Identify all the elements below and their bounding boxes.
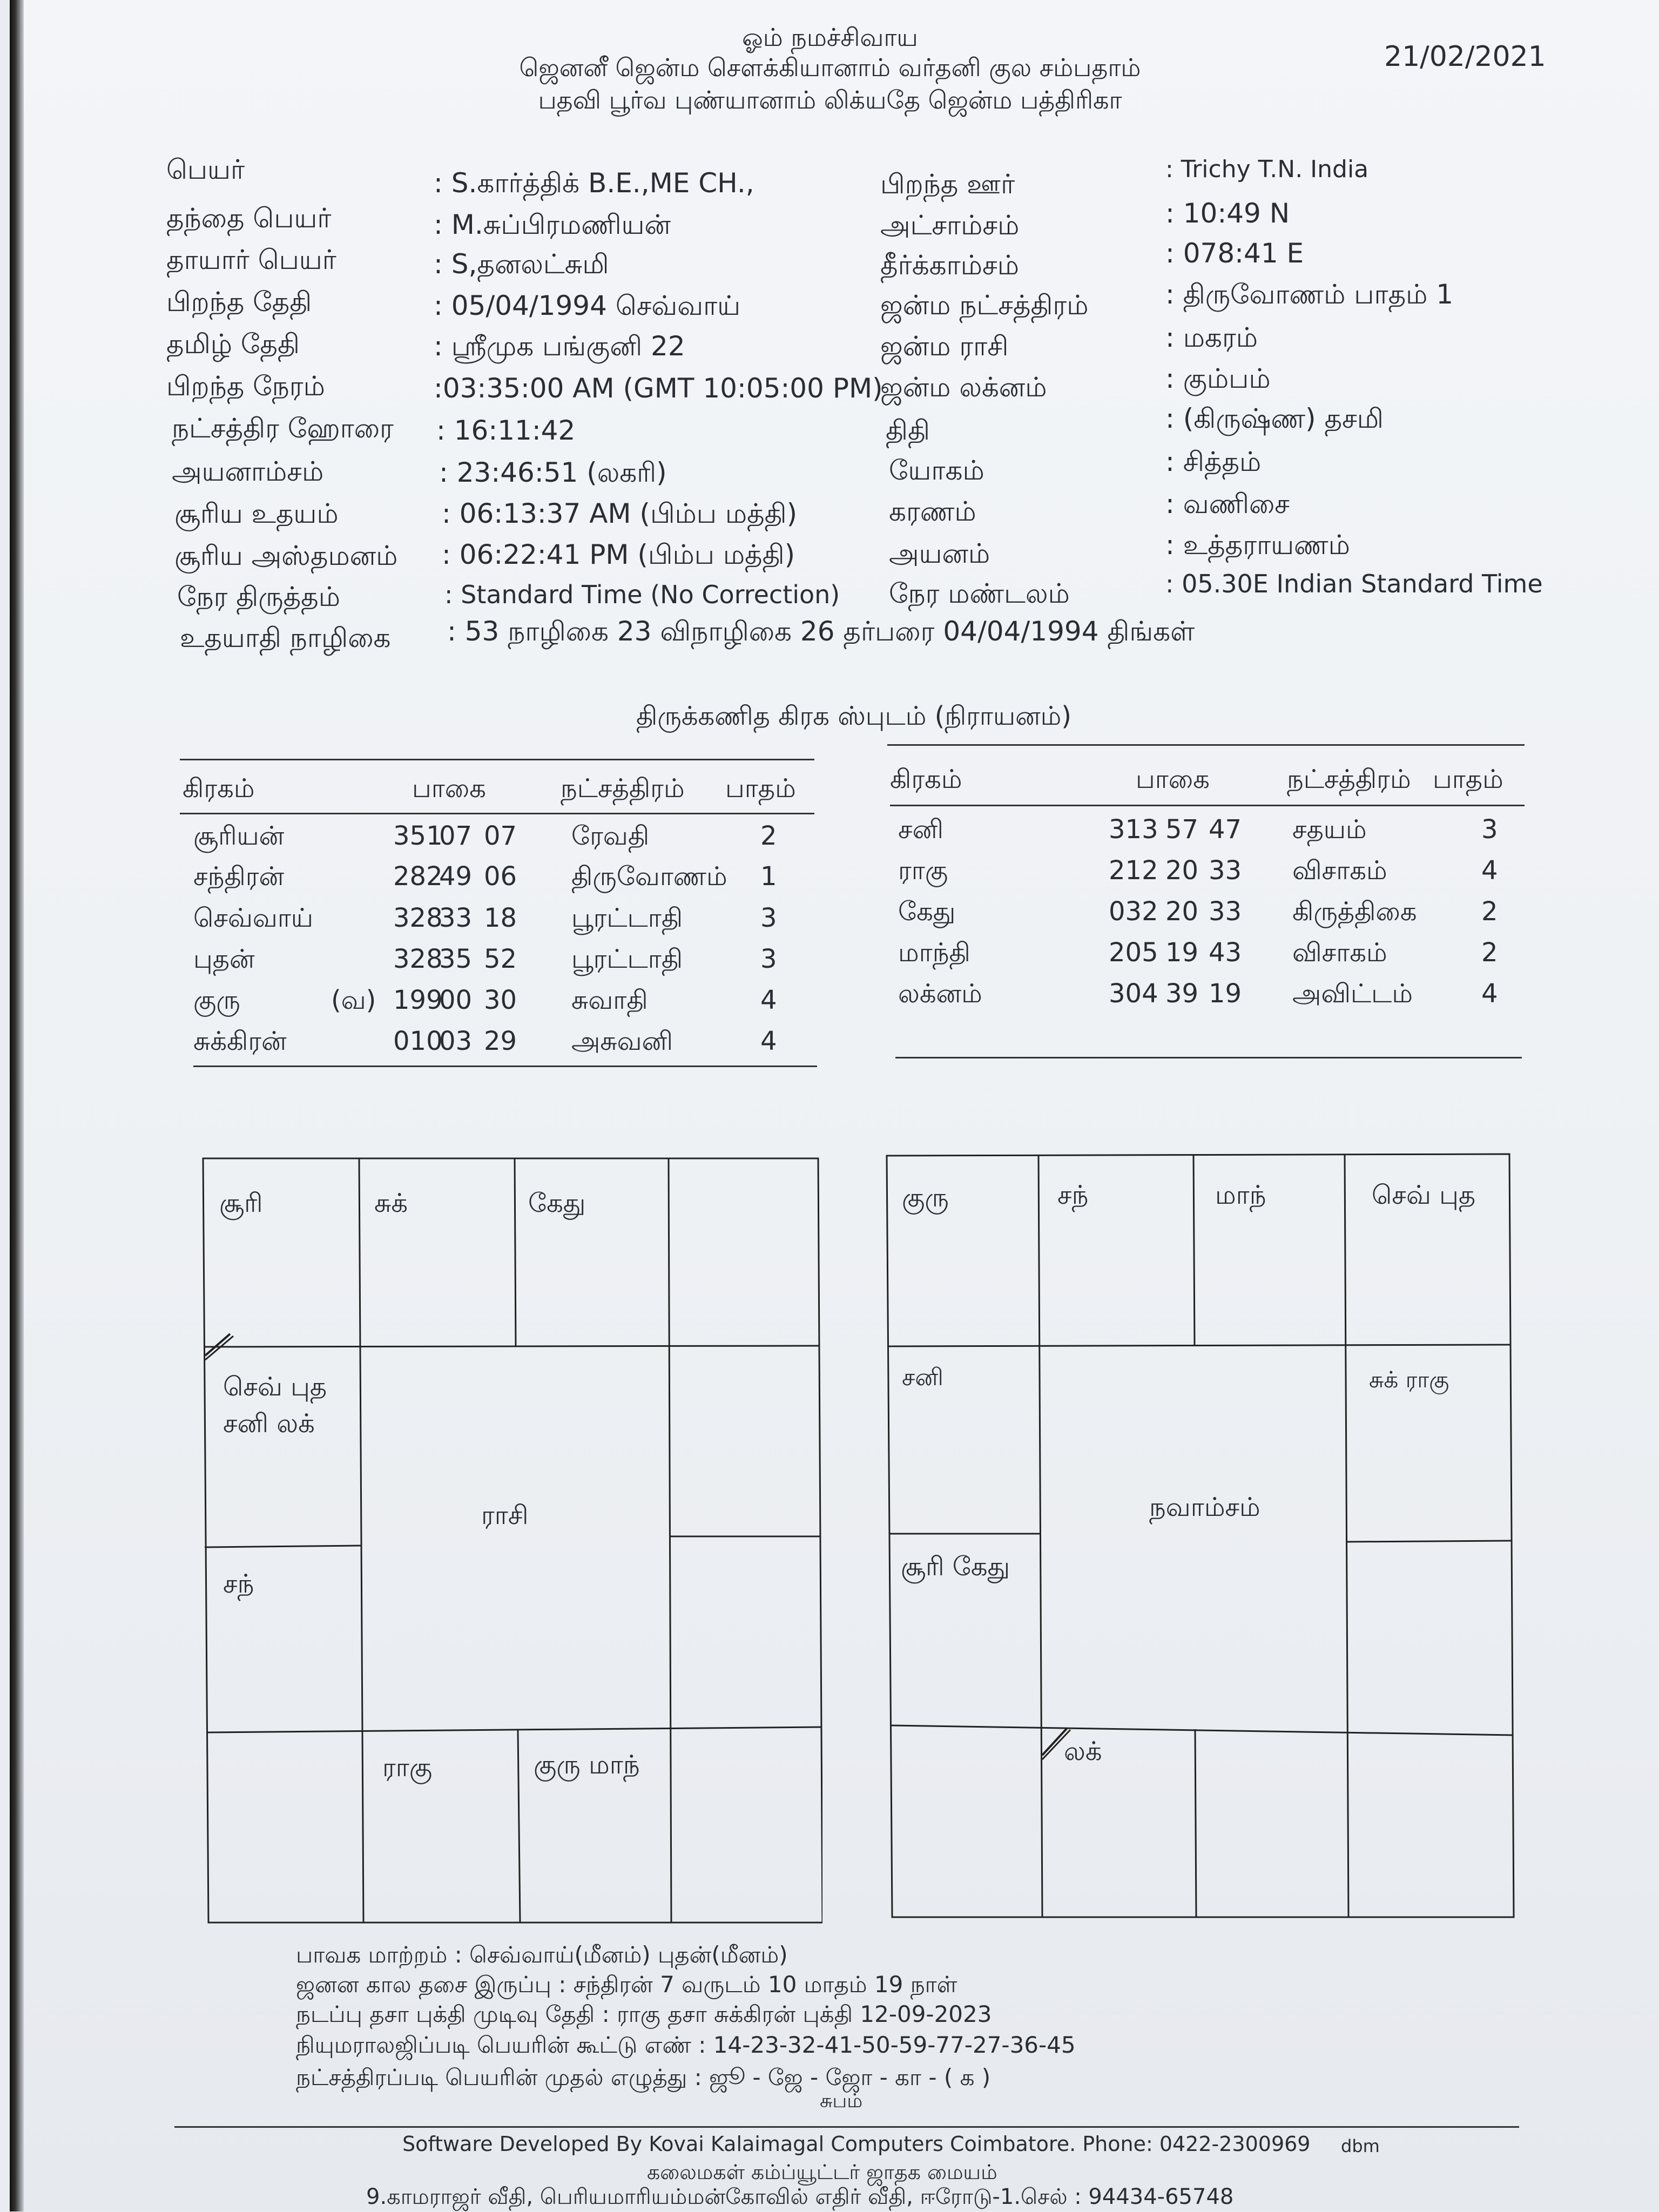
value-father: : M.சுப்பிரமணியன் bbox=[434, 209, 671, 240]
graha-d: 351 bbox=[393, 821, 443, 851]
footer-tag: dbm bbox=[1341, 2136, 1380, 2156]
value-birth-place: : Trichy T.N. India bbox=[1165, 156, 1369, 183]
graha-s: 29 bbox=[484, 1026, 517, 1056]
label-janma-star: ஜன்ம நட்சத்திரம் bbox=[880, 289, 1089, 321]
graha-star: அவிட்டம் bbox=[1292, 979, 1413, 1009]
graha-d: 010 bbox=[393, 1026, 443, 1056]
graha-m: 20 bbox=[1165, 896, 1199, 927]
graha-s: 07 bbox=[484, 821, 517, 851]
label-yogam: யோகம் bbox=[889, 455, 984, 486]
graha-star: அசுவனி bbox=[571, 1026, 673, 1056]
rasi-house-pisces: சூரி bbox=[219, 1188, 263, 1218]
label-mother: தாயார் பெயர் bbox=[166, 244, 336, 275]
value-tamil-date: : ஸ்ரீமுக பங்குனி 22 bbox=[434, 331, 685, 362]
graha-s: 06 bbox=[484, 861, 517, 892]
navamsa-chart-title: நவாம்சம் bbox=[1149, 1492, 1260, 1522]
graha-d: 313 bbox=[1109, 814, 1158, 845]
label-karanam: கரணம் bbox=[889, 496, 976, 527]
graha-pada: 3 bbox=[1481, 814, 1498, 845]
label-name: பெயர் bbox=[166, 154, 245, 185]
label-father: தந்தை பெயர் bbox=[166, 203, 332, 234]
graha-m: 33 bbox=[439, 903, 473, 933]
label-janma-lagna: ஜன்ம லக்னம் bbox=[880, 372, 1047, 403]
navamsa-house-aries: சந் bbox=[1057, 1180, 1089, 1210]
value-karanam: : வணிசை bbox=[1165, 488, 1290, 520]
graha-s: 52 bbox=[484, 944, 517, 974]
value-time-zone: : 05.30E Indian Standard Time bbox=[1165, 569, 1543, 598]
label-dob: பிறந்த தேதி bbox=[166, 286, 312, 318]
graha-planet: சுக்கிரன் bbox=[193, 1026, 287, 1056]
col-header-planet: கிரகம் bbox=[183, 773, 255, 804]
label-thithi: திதி bbox=[886, 415, 930, 446]
value-janma-lagna: : கும்பம் bbox=[1165, 363, 1271, 394]
value-time-correction: : Standard Time (No Correction) bbox=[444, 580, 840, 609]
navamsa-chart bbox=[886, 1153, 1518, 1923]
col-header-star: நட்சத்திரம் bbox=[561, 773, 685, 804]
graha-m: 03 bbox=[439, 1026, 473, 1056]
rasi-chart-title: ராசி bbox=[481, 1500, 529, 1530]
navamsa-house-scorpio: லக் bbox=[1064, 1736, 1102, 1766]
label-tamil-date: தமிழ் தேதி bbox=[166, 328, 300, 360]
rasi-chart bbox=[193, 1156, 822, 1925]
summary-dasa-balance: ஜனன கால தசை இருப்பு : சந்திரன் 7 வருடம் 10 மாதம் 19 நாள் bbox=[296, 1971, 957, 1998]
footer-center-name: கலைமகள் கம்ப்யூட்டர் ஜாதக மையம் bbox=[647, 2160, 997, 2184]
graha-planet: லக்னம் bbox=[898, 979, 982, 1009]
col-header-planet: கிரகம் bbox=[890, 764, 962, 794]
header-verse-1: ஜெனனீ ஜென்ம சௌக்கியானாம் வர்தனி குல சம்பதாம் bbox=[519, 53, 1141, 82]
rasi-grid bbox=[193, 1156, 822, 1925]
graha-d: 304 bbox=[1109, 979, 1158, 1009]
label-ayanamsa: அயனாம்சம் bbox=[172, 456, 324, 487]
label-time-correction: நேர திருத்தம் bbox=[177, 581, 340, 612]
graha-m: 49 bbox=[439, 861, 473, 892]
graha-pada: 4 bbox=[760, 1026, 777, 1056]
footer-software-credit: Software Developed By Kovai Kalaimagal Computers Coimbatore. Phone: 0422-2300969 bbox=[402, 2132, 1311, 2156]
label-janma-rasi: ஜன்ம ராசி bbox=[880, 331, 1009, 362]
value-name: : S.கார்த்திக் B.E.,ME CH., bbox=[434, 167, 754, 199]
header-invocation: ஓம் நமச்சிவாய bbox=[742, 23, 918, 52]
graha-star: ரேவதி bbox=[571, 821, 650, 851]
value-janma-star: : திருவோணம் பாதம் 1 bbox=[1165, 279, 1454, 310]
rasi-house-taurus: கேது bbox=[528, 1188, 586, 1218]
label-ayanam: அயனம் bbox=[889, 538, 990, 569]
graha-star: கிருத்திகை bbox=[1292, 896, 1417, 927]
value-udayathi: : 53 நாழிகை 23 விநாழிகை 26 தர்பரை 04/04/1994 திங்கள் bbox=[447, 616, 1195, 647]
graha-planet: சந்திரன் bbox=[193, 861, 285, 892]
label-time-zone: நேர மண்டலம் bbox=[889, 578, 1070, 609]
graha-d: 282 bbox=[393, 861, 443, 892]
graha-star: திருவோணம் bbox=[571, 861, 727, 892]
col-header-degree: பாகை bbox=[412, 773, 486, 804]
navamsa-grid bbox=[886, 1153, 1518, 1923]
value-star-hora: : 16:11:42 bbox=[436, 415, 576, 446]
graha-s: 19 bbox=[1209, 979, 1242, 1009]
navamsa-house-cancer: சுக் ராகு bbox=[1369, 1366, 1449, 1393]
summary-numerology: நியுமராலஜிப்படி பெயரின் கூட்டு எண் : 14-23-32-41-50-59-77-27-36-45 bbox=[296, 2032, 1076, 2058]
graha-pada: 2 bbox=[1481, 896, 1498, 927]
table-rule bbox=[890, 805, 1525, 806]
graha-m: 07 bbox=[439, 821, 473, 851]
label-star-hora: நட்சத்திர ஹோரை bbox=[172, 413, 394, 444]
navamsa-house-gemini: செவ் புத bbox=[1372, 1180, 1476, 1210]
value-ayanam: : உத்தராயணம் bbox=[1165, 529, 1350, 561]
label-longitude: தீர்க்காம்சம் bbox=[880, 249, 1019, 281]
navamsa-house-pisces: குரு bbox=[902, 1183, 949, 1213]
graha-star: விசாகம் bbox=[1292, 938, 1387, 968]
header-verse-2: பதவி பூர்வ புண்யானாம் லிக்யதே ஜென்ம பத்திரிகா bbox=[538, 85, 1122, 114]
graha-planet: மாந்தி bbox=[898, 938, 970, 968]
graha-m: 20 bbox=[1165, 855, 1199, 886]
rasi-house-scorpio: ராகு bbox=[382, 1752, 433, 1783]
graha-s: 33 bbox=[1209, 896, 1242, 927]
graha-planet: ராகு bbox=[898, 855, 948, 886]
rasi-house-aquarius-line2: சனி லக் bbox=[223, 1408, 315, 1439]
graha-planet: புதன் bbox=[193, 944, 255, 974]
graha-planet: குரு bbox=[193, 985, 240, 1015]
graha-s: 47 bbox=[1209, 814, 1242, 845]
graha-d: 032 bbox=[1109, 896, 1158, 927]
table-rule bbox=[180, 759, 814, 760]
rasi-house-aries: சுக் bbox=[374, 1188, 408, 1218]
label-latitude: அட்சாம்சம் bbox=[880, 210, 1020, 241]
navamsa-house-taurus: மாந் bbox=[1215, 1180, 1266, 1210]
value-yogam: : சித்தம் bbox=[1165, 446, 1262, 477]
graha-pada: 1 bbox=[760, 861, 777, 892]
graha-d: 328 bbox=[393, 903, 443, 933]
summary-bhava-change: பாவக மாற்றம் : செவ்வாய்(மீனம்) புதன்(மீனம்) bbox=[296, 1941, 788, 1968]
graha-planet: சூரியன் bbox=[193, 821, 285, 851]
rasi-house-aquarius-line1: செவ் புத bbox=[223, 1372, 327, 1402]
rasi-house-capricorn: சந் bbox=[223, 1569, 254, 1599]
graha-s: 18 bbox=[484, 903, 517, 933]
value-mother: : S,தனலட்சுமி bbox=[434, 248, 609, 280]
graha-m: 00 bbox=[439, 985, 473, 1015]
summary-current-dasa: நடப்பு தசா புக்தி முடிவு தேதி : ராகு தசா சுக்கிரன் புக்தி 12-09-2023 bbox=[296, 2001, 992, 2027]
graha-pada: 2 bbox=[760, 821, 777, 851]
print-date: 21/02/2021 bbox=[1384, 41, 1546, 73]
label-birth-place: பிறந்த ஊர் bbox=[880, 168, 1015, 200]
horoscope-sheet bbox=[10, 0, 1659, 2211]
graha-table-title: திருக்கணித கிரக ஸ்புடம் (நிராயனம்) bbox=[636, 701, 1071, 731]
graha-planet: சனி bbox=[898, 814, 943, 845]
value-sunset: : 06:22:41 PM (பிம்ப மத்தி) bbox=[442, 539, 795, 570]
graha-star: விசாகம் bbox=[1292, 855, 1387, 886]
graha-m: 19 bbox=[1165, 938, 1199, 968]
table-rule bbox=[193, 1065, 817, 1067]
graha-star: பூரட்டாதி bbox=[571, 903, 683, 933]
label-udayathi: உதயாதி நாழிகை bbox=[180, 622, 391, 653]
label-sunset: சூரிய அஸ்தமனம் bbox=[174, 540, 398, 571]
value-janma-rasi: : மகரம் bbox=[1165, 322, 1258, 353]
paper-fold-shadow bbox=[10, 0, 24, 2211]
graha-retro: (வ) bbox=[331, 985, 376, 1015]
label-birth-time: பிறந்த நேரம் bbox=[166, 370, 325, 402]
value-birth-time: :03:35:00 AM (GMT 10:05:00 PM) bbox=[434, 373, 883, 404]
graha-s: 30 bbox=[484, 985, 517, 1015]
footer-rule bbox=[174, 2126, 1519, 2128]
graha-m: 57 bbox=[1165, 814, 1199, 845]
table-rule bbox=[895, 1057, 1522, 1058]
summary-name-letters: நட்சத்திரப்படி பெயரின் முதல் எழுத்து : ஜூ - ஜே - ஜோ - கா - ( க ) bbox=[296, 2064, 991, 2090]
graha-d: 212 bbox=[1109, 855, 1158, 886]
graha-s: 33 bbox=[1209, 855, 1242, 886]
graha-pada: 4 bbox=[760, 985, 777, 1015]
value-longitude: : 078:41 E bbox=[1165, 238, 1304, 269]
graha-star: சுவாதி bbox=[571, 985, 648, 1015]
graha-d: 205 bbox=[1109, 938, 1158, 968]
graha-star: சதயம் bbox=[1292, 814, 1367, 845]
graha-planet: கேது bbox=[898, 896, 956, 927]
graha-d: 328 bbox=[393, 944, 443, 974]
graha-pada: 4 bbox=[1481, 855, 1498, 886]
value-thithi: : (கிருஷ்ண) தசமி bbox=[1165, 403, 1384, 434]
graha-pada: 3 bbox=[760, 944, 777, 974]
value-latitude: : 10:49 N bbox=[1165, 198, 1290, 229]
graha-d: 199 bbox=[393, 985, 443, 1015]
summary-subham: சுபம் bbox=[820, 2090, 863, 2112]
graha-s: 43 bbox=[1209, 938, 1242, 968]
footer-address: 9.காமராஜர் வீதி, பெரியமாரியம்மன்கோவில் எதிர் வீதி, ஈரோடு-1.செல் : 94434-65748 bbox=[366, 2184, 1234, 2209]
col-header-degree: பாகை bbox=[1136, 764, 1210, 794]
value-sunrise: : 06:13:37 AM (பிம்ப மத்தி) bbox=[442, 498, 798, 529]
graha-pada: 4 bbox=[1481, 979, 1498, 1009]
table-rule bbox=[180, 813, 814, 814]
graha-m: 35 bbox=[439, 944, 473, 974]
navamsa-house-capricorn: சூரி கேது bbox=[901, 1552, 1010, 1582]
table-rule bbox=[887, 744, 1525, 746]
col-header-pada: பாதம் bbox=[1433, 764, 1503, 794]
rasi-house-libra: குரு மாந் bbox=[534, 1750, 640, 1780]
col-header-pada: பாதம் bbox=[725, 773, 796, 804]
value-ayanamsa: : 23:46:51 (லகரி) bbox=[439, 457, 667, 488]
graha-pada: 3 bbox=[760, 903, 777, 933]
graha-star: பூரட்டாதி bbox=[571, 944, 683, 974]
label-sunrise: சூரிய உதயம் bbox=[174, 498, 339, 529]
graha-planet: செவ்வாய் bbox=[193, 903, 314, 933]
graha-pada: 2 bbox=[1481, 938, 1498, 968]
value-dob: : 05/04/1994 செவ்வாய் bbox=[434, 290, 741, 321]
col-header-star: நட்சத்திரம் bbox=[1287, 764, 1411, 794]
graha-m: 39 bbox=[1165, 979, 1199, 1009]
navamsa-house-aquarius: சனி bbox=[902, 1364, 943, 1391]
